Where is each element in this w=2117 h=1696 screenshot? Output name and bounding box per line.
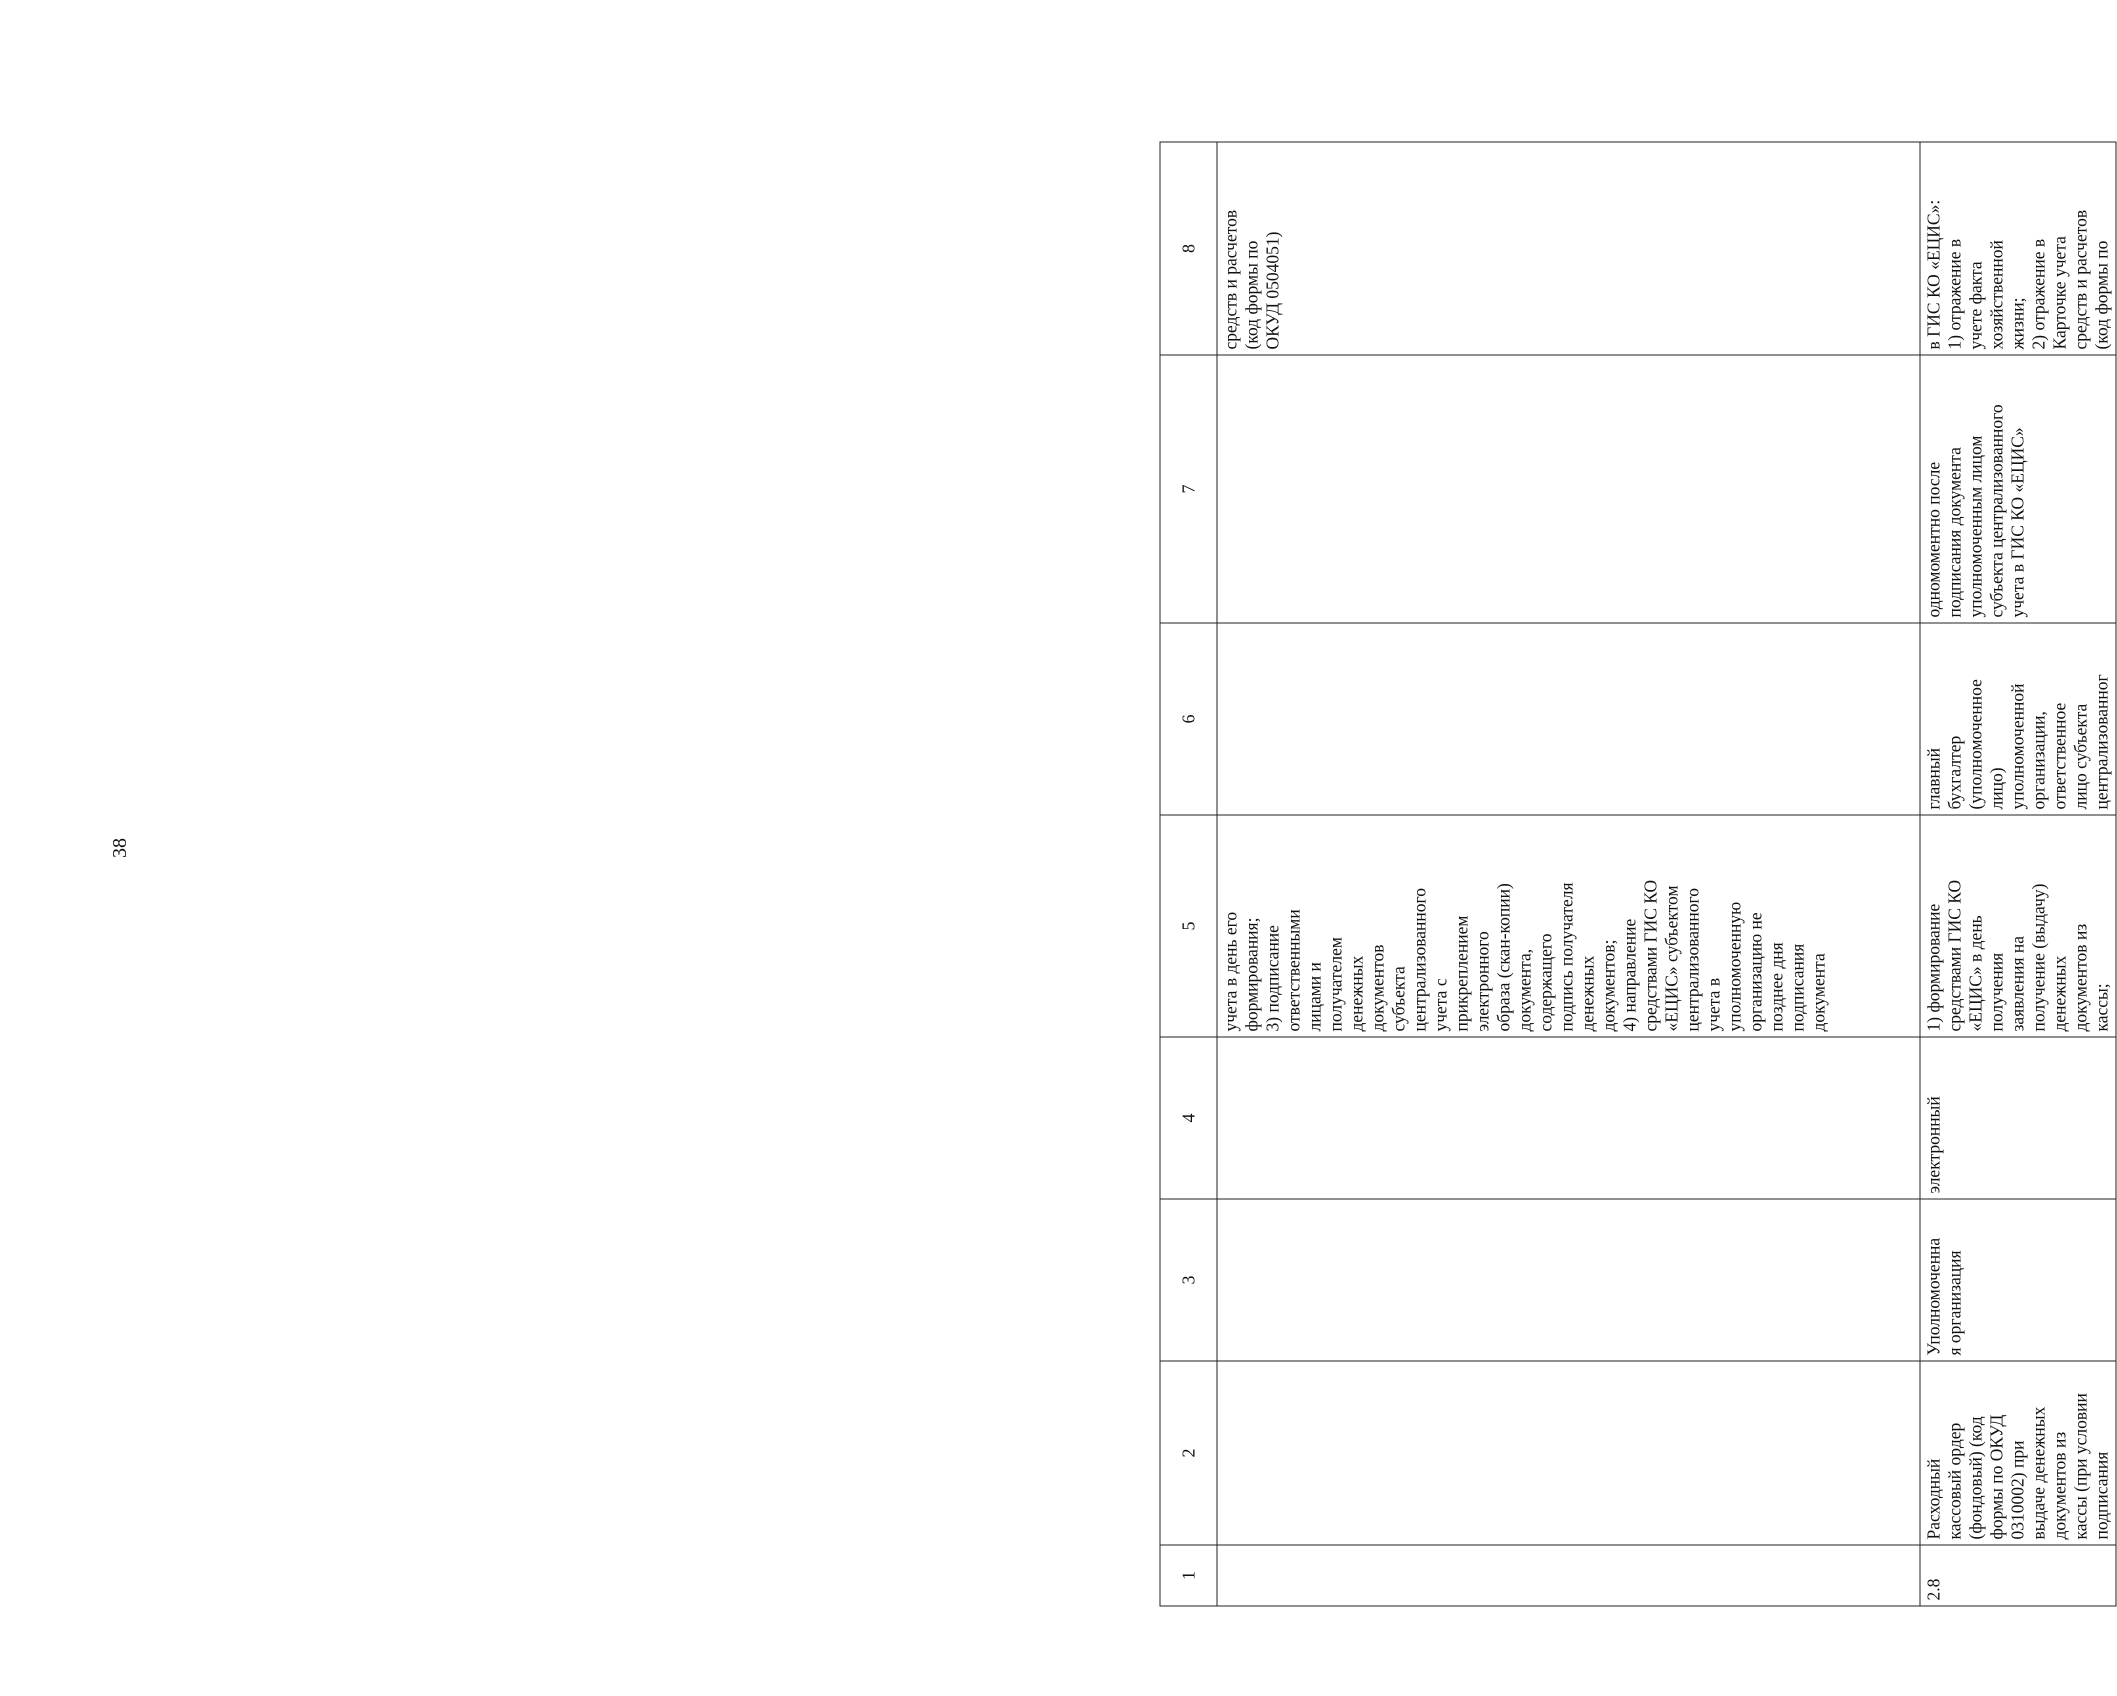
cell-procedure	[1920, 815, 2116, 1037]
cell-text-line: 0310002) при	[2007, 1440, 2028, 1540]
cell-text-line: документов из	[2070, 923, 2091, 1032]
document-table	[1160, 142, 2117, 1607]
cell-cont-col8	[1217, 142, 1920, 355]
header-col-5: 5	[1160, 815, 1217, 1037]
cell-text-line: документов из	[2049, 1431, 2070, 1540]
table-row-2-8	[1920, 142, 2116, 1606]
cell-text-line: учета в день его	[1220, 911, 1241, 1032]
cell-cont-col2	[1217, 1361, 1920, 1545]
cell-text-line: формы по ОКУД	[1986, 1414, 2007, 1540]
cell-text-line: 1) формирование	[1923, 903, 1944, 1032]
cell-text-line: прикреплением	[1451, 915, 1472, 1032]
cell-text-line: (код формы по	[2091, 240, 2112, 350]
page-number: 38	[109, 838, 131, 858]
cell-text-line: Уполномоченна	[1923, 1237, 1944, 1356]
cell-text-line: организацию не	[1745, 912, 1766, 1032]
cell-text-line: ОКУД 0504051)	[1262, 231, 1283, 350]
cell-text-line: выдаче денежных	[2028, 1406, 2049, 1540]
cell-text-line: 1) отражение в	[1944, 238, 1965, 350]
cell-text-line: средств и расчетов	[2070, 209, 2091, 350]
cell-text-line: субъекта централизованного	[1986, 404, 2007, 618]
cell-text-line: хозяйственной	[1986, 240, 2007, 350]
cell-text-line: подписания	[1787, 943, 1808, 1032]
cell-text-line: денежных	[1346, 955, 1367, 1032]
cell-text-line: средств и расчетов	[1220, 209, 1241, 350]
cell-text-line: лицами и	[1304, 962, 1325, 1032]
header-col-1: 1	[1160, 1545, 1217, 1606]
cell-text-line: ответственное	[2049, 702, 2070, 810]
cell-text-line: уполномоченную	[1724, 901, 1745, 1032]
cell-text-line: формирования;	[1241, 917, 1262, 1032]
table-row-continued	[1217, 142, 1920, 1606]
cell-text-line: лицо)	[1986, 767, 2007, 810]
cell-text-line: организации,	[2028, 711, 2049, 810]
cell-responsible-person	[1920, 623, 2116, 815]
cell-responsible-org	[1920, 1199, 2116, 1361]
header-col-6: 6	[1160, 623, 1217, 815]
cell-result	[1920, 142, 2116, 355]
cell-text-line: учета с	[1430, 978, 1451, 1032]
cell-text-line: централизованного	[1682, 888, 1703, 1032]
cell-text-line: учета в ГИС КО «ЕЦИС»	[2007, 427, 2028, 618]
cell-text-line: документов;	[1598, 939, 1619, 1032]
header-col-4: 4	[1160, 1037, 1217, 1199]
cell-document-name	[1920, 1361, 2116, 1545]
cell-text-line: субъекта	[1388, 966, 1409, 1032]
cell-text-line: содержащего	[1535, 933, 1556, 1032]
cell-text-line: уполномоченной	[2007, 683, 2028, 810]
cell-text-line: электронного	[1472, 931, 1493, 1032]
cell-row-number: 2.8	[1920, 1545, 2116, 1606]
cell-text-line: учете факта	[1965, 261, 1986, 350]
header-col-2: 2	[1160, 1361, 1217, 1545]
cell-text-line: документа	[1808, 953, 1829, 1032]
header-col-8: 8	[1160, 142, 1217, 355]
cell-text-line: позднее дня	[1766, 942, 1787, 1032]
cell-text-line: 2) отражение в	[2028, 238, 2049, 350]
cell-text-line: получения	[1986, 952, 2007, 1032]
cell-text-line: учета в	[1703, 977, 1724, 1032]
cell-cont-col7	[1217, 355, 1920, 623]
cell-cont-col3	[1217, 1199, 1920, 1361]
cell-text-line: уполномоченным лицом	[1965, 435, 1986, 618]
cell-text-line: получателем	[1325, 937, 1346, 1032]
cell-text-line: (уполномоченное	[1965, 679, 1986, 810]
cell-text-line: лицо субъекта	[2070, 703, 2091, 810]
cell-text-line: кассы;	[2091, 983, 2112, 1032]
cell-text-line: жизни;	[2007, 297, 2028, 350]
cell-text-line: образа (скан-копии)	[1493, 883, 1514, 1032]
cell-text-line: 4) направление	[1619, 918, 1640, 1032]
cell-text-line: ответственными	[1283, 909, 1304, 1032]
cell-timing	[1920, 355, 2116, 623]
cell-cont-col1	[1217, 1545, 1920, 1606]
cell-text-line: я организация	[1944, 1250, 1965, 1356]
header-col-7: 7	[1160, 355, 1217, 623]
cell-text-line: документов	[1367, 944, 1388, 1032]
cell-text-line: 3) подписание	[1262, 925, 1283, 1032]
cell-text-line: получение (выдачу)	[2028, 883, 2049, 1032]
cell-text-line: одномоментно после	[1923, 461, 1944, 618]
cell-text-line: (код формы по	[1241, 240, 1262, 350]
cell-text-line: бухгалтер	[1944, 735, 1965, 810]
cell-text-line: «ЕЦИС» субъектом	[1661, 885, 1682, 1032]
cell-text-line: централизованного	[1409, 888, 1430, 1032]
cell-text-line: кассовый ордер	[1944, 1422, 1965, 1540]
cell-text-line: Карточке учета	[2049, 236, 2070, 350]
cell-text-line: в ГИС КО «ЕЦИС»:	[1923, 199, 1944, 350]
cell-text-line: подписания документа	[1944, 447, 1965, 618]
cell-document-form: электронный	[1920, 1037, 2116, 1199]
cell-text-line: «ЕЦИС» в день	[1965, 915, 1986, 1032]
cell-text-line: (фондовый) (код	[1965, 1416, 1986, 1540]
cell-text-line: документа,	[1514, 948, 1535, 1032]
cell-text-line: заявления на	[2007, 935, 2028, 1032]
cell-text-line: подписания	[2091, 1451, 2112, 1540]
cell-text-line: Расходный	[1923, 1458, 1944, 1540]
cell-text-line: денежных	[2049, 955, 2070, 1032]
cell-text-line: средствами ГИС КО	[1944, 879, 1965, 1032]
cell-cont-col4	[1217, 1037, 1920, 1199]
cell-text-line: кассы (при условии	[2070, 1393, 2091, 1540]
cell-text-line: денежных	[1577, 955, 1598, 1032]
table-header-row	[1160, 142, 1217, 1606]
rotated-table-sheet	[1160, 143, 2112, 1607]
cell-cont-col6	[1217, 623, 1920, 815]
cell-text-line: централизованног	[2091, 674, 2112, 810]
cell-cont-col5	[1217, 815, 1920, 1037]
cell-text-line: подпись получателя	[1556, 882, 1577, 1032]
cell-text-line: средствами ГИС КО	[1640, 879, 1661, 1032]
header-col-3: 3	[1160, 1199, 1217, 1361]
cell-text-line: главный	[1923, 747, 1944, 810]
